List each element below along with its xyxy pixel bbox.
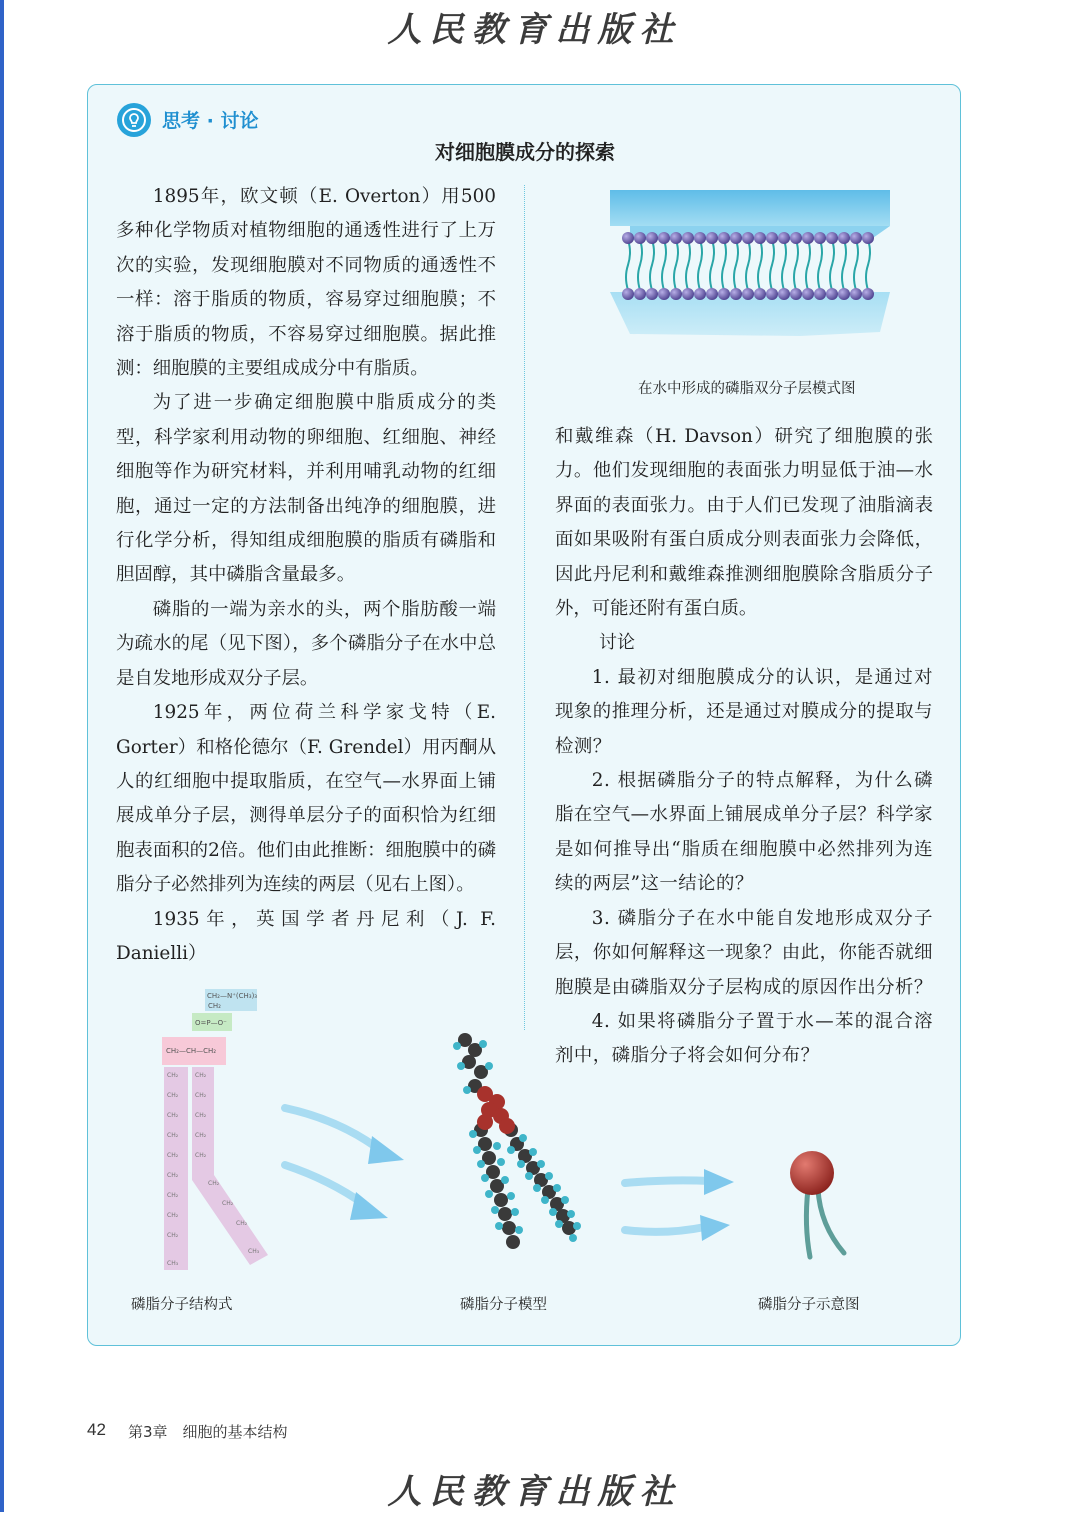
formula-chain-unit: CH₂ <box>195 1092 207 1099</box>
formula-chain-end: CH₃ <box>248 1248 260 1255</box>
paragraph: 1935年，英国学者丹尼利（J. F. Danielli） <box>116 908 496 964</box>
section-label: 思考 · 讨论 <box>162 110 259 132</box>
structural-formula-figure <box>150 985 280 1275</box>
formula-chain-unit: CH₂ <box>208 1180 220 1187</box>
formula-chain-unit: CH₂ <box>167 1192 179 1199</box>
bilayer-illustration <box>600 182 900 372</box>
bilayer-caption: 在水中形成的磷脂双分子层模式图 <box>638 381 856 397</box>
formula-chain-unit: CH₂ <box>167 1092 179 1099</box>
formula-chain-unit: CH₂ <box>195 1132 207 1139</box>
formula-chain-unit: CH₂ <box>167 1072 179 1079</box>
formula-chain-unit: CH₂ <box>167 1132 179 1139</box>
lightbulb-icon <box>117 103 151 137</box>
formula-chain-unit: CH₂ <box>167 1232 179 1239</box>
formula-chain-unit: CH₂ <box>195 1152 207 1159</box>
formula-chain-end: CH₃ <box>167 1260 179 1267</box>
paragraph: 磷脂的一端为亲水的头，两个脂肪酸一端为疏水的尾（见下图），多个磷脂分子在水中总是自发地形成双分子层。 <box>116 598 496 689</box>
discussion-question: 3. 磷脂分子在水中能自发地形成双分子层，你如何解释这一现象？由此，你能否就细胞膜是由磷脂双分子层构成的原因作出分析？ <box>555 907 933 998</box>
discussion-heading: 讨论 <box>599 632 635 654</box>
arrow-icon <box>280 1100 410 1230</box>
publisher-footer: 人民教育出版社 <box>387 1472 682 1512</box>
formula-phosphate: O=P—O⁻ <box>195 1019 227 1027</box>
page-number: 42 <box>87 1420 106 1439</box>
discussion-question: 4. 如果将磷脂分子置于水—苯的混合溶剂中，磷脂分子将会如何分布？ <box>555 1010 933 1067</box>
formula-chain-unit: CH₂ <box>167 1212 179 1219</box>
structure-caption: 磷脂分子结构式 <box>131 1297 233 1313</box>
discussion-question: 1. 最初对细胞膜成分的认识，是通过对现象的推理分析，还是通过对膜成分的提取与检测？ <box>555 666 933 757</box>
formula-head-ch2: CH₂ <box>208 1002 221 1010</box>
formula-chain-unit: CH₂ <box>222 1200 234 1207</box>
formula-chain-unit: CH₂ <box>167 1152 179 1159</box>
formula-chain-unit: CH₂ <box>167 1172 179 1179</box>
formula-chain-unit: CH₂ <box>236 1220 248 1227</box>
chapter-title: 第3章 细胞的基本结构 <box>128 1423 288 1441</box>
right-column-text <box>555 420 933 1074</box>
paragraph: 为了进一步确定细胞膜中脂质成分的类型，科学家利用动物的卵细胞、红细胞、神经细胞等作为研究材料，并利用哺乳动物的红细胞，通过一定的方法制备出纯净的细胞膜，进行化学分析，得知组成细胞膜的脂质有磷脂和胆固醇，其中磷脂含量最多。 <box>116 392 496 586</box>
topic-title: 对细胞膜成分的探索 <box>435 140 615 164</box>
publisher-header: 人民教育出版社 <box>387 10 682 50</box>
page-edge-bar <box>0 0 4 1512</box>
column-divider <box>524 185 525 1030</box>
paragraph: 1925年，两位荷兰科学家戈特（E. Gorter）和格伦德尔（F. Grendel）用丙酮从人的红细胞中提取脂质，在空气—水界面上铺展成单分子层，测得单层分子的面积恰为红细胞表面积的2倍。他们由此推断：细胞膜中的磷脂分子必然排列为连续的两层（见右上图）。 <box>116 702 496 896</box>
arrow-icon <box>620 1165 740 1255</box>
formula-head-text: CH₂—N⁺(CH₃)₃ <box>207 992 258 1000</box>
formula-chain-unit: CH₂ <box>195 1072 207 1079</box>
formula-glycerol: CH₂—CH—CH₂ <box>166 1047 217 1055</box>
model-caption: 磷脂分子模型 <box>460 1297 547 1313</box>
paragraph: 1895年，欧文顿（E. Overton）用500多种化学物质对植物细胞的通透性进行了上万次的实验，发现细胞膜对不同物质的通透性不一样：溶于脂质的物质，容易穿过细胞膜；不溶于脂质的物质，不容易穿过细胞膜。据此推测：细胞膜的主要组成成分中有脂质。 <box>116 186 496 380</box>
lipid-schematic-figure <box>780 1145 860 1265</box>
molecule-model-figure <box>445 1030 595 1255</box>
paragraph: 和戴维森（H. Davson）研究了细胞膜的张力。他们发现细胞的表面张力明显低于油—水界面的表面张力。由于人们已发现了油脂滴表面如果吸附有蛋白质成分则表面张力会降低，因此丹尼利和戴维森推测细胞膜除含脂质分子外，可能还附有蛋白质。 <box>555 426 933 620</box>
schematic-caption: 磷脂分子示意图 <box>758 1297 860 1313</box>
left-column-text <box>116 180 496 971</box>
discussion-question: 2. 根据磷脂分子的特点解释，为什么磷脂在空气—水界面上铺展成单分子层？科学家是如何推导出“脂质在细胞膜中必然排列为连续的两层”这一结论的？ <box>555 770 933 895</box>
formula-chain-unit: CH₂ <box>195 1112 207 1119</box>
formula-chain-unit: CH₂ <box>167 1112 179 1119</box>
